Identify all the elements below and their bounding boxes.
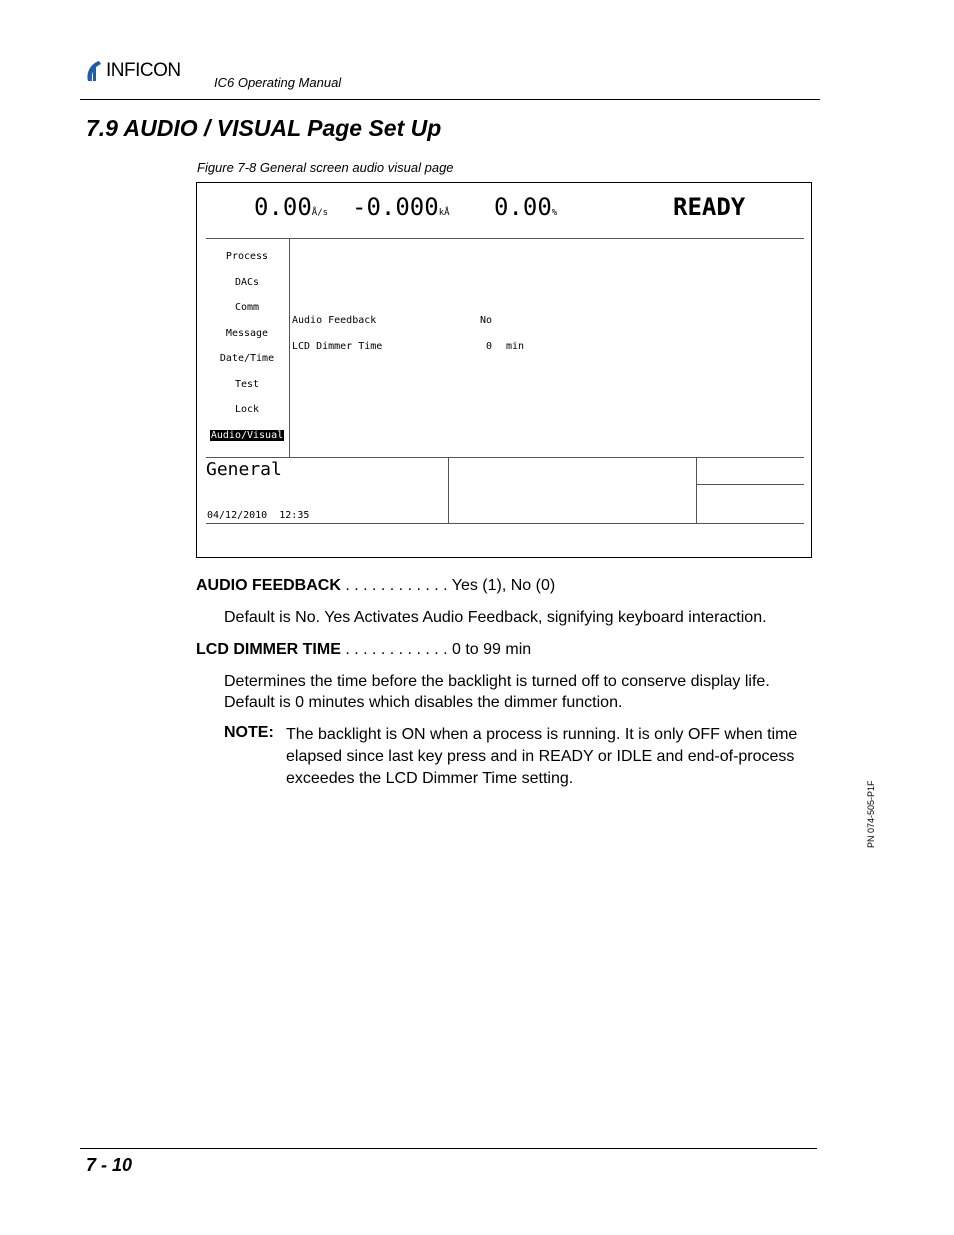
audio-feedback-entry	[196, 575, 555, 596]
status-subdivider	[697, 484, 804, 485]
power-unit: %	[551, 208, 558, 218]
lcd-dimmer-label: LCD DIMMER TIME	[196, 641, 341, 658]
page-number: 7 - 10	[86, 1155, 133, 1175]
screen-footer-divider	[206, 523, 804, 524]
param-lcd-dimmer-label: LCD Dimmer Time	[292, 341, 383, 352]
screen-date: 04/12/2010	[207, 510, 268, 521]
thickness-readout	[352, 193, 450, 221]
param-lcd-dimmer-value[interactable]: 0	[486, 341, 493, 352]
menu-item-process[interactable]: Process	[225, 251, 269, 262]
power-value: 0.00	[494, 193, 552, 221]
thickness-value: -0.000	[352, 193, 439, 221]
audio-feedback-dots: . . . . . . . . . . . .	[340, 577, 452, 594]
inficon-logo	[82, 58, 181, 84]
menu-divider	[289, 238, 290, 458]
note-text: The backlight is ON when a process is running. It is only OFF when time elapsed since last key press and in READY or IDLE and end-of-process exceedes the LCD Dimmer Time setting.	[286, 726, 798, 787]
audio-feedback-description: Default is No. Yes Activates Audio Feedback, signifying keyboard interaction.	[224, 609, 767, 626]
status-divider-2	[696, 458, 697, 524]
logo-text: INFICON	[106, 60, 181, 81]
lcd-dimmer-range: 0 to 99 min	[452, 641, 532, 658]
menu-item-audio-visual[interactable]: Audio/Visual	[210, 430, 284, 441]
manual-title: IC6 Operating Manual	[214, 75, 342, 90]
rate-value: 0.00	[254, 193, 312, 221]
menu-item-message[interactable]: Message	[225, 328, 269, 339]
section-title: 7.9 AUDIO / VISUAL Page Set Up	[86, 115, 442, 141]
screen-top-divider	[206, 238, 804, 239]
screen-time: 12:35	[279, 510, 310, 521]
figure-caption: Figure 7-8 General screen audio visual page	[197, 160, 454, 175]
lcd-dimmer-entry	[196, 639, 531, 660]
lcd-dimmer-description-1: Determines the time before the backlight is turned off to conserve display life.	[224, 673, 770, 690]
menu-item-test[interactable]: Test	[234, 379, 260, 390]
menu-item-dacs[interactable]: DACs	[234, 277, 260, 288]
footer-divider	[80, 1148, 817, 1149]
screen-bottom-divider	[206, 457, 804, 458]
menu-item-date-time[interactable]: Date/Time	[219, 353, 275, 364]
page-name: General	[206, 459, 282, 480]
inficon-logo-icon	[82, 59, 104, 83]
audio-feedback-label: AUDIO FEEDBACK	[196, 577, 341, 594]
param-audio-feedback-value[interactable]: No	[480, 315, 493, 326]
note-label: NOTE:	[224, 724, 274, 741]
power-readout	[494, 193, 557, 221]
thickness-unit: kÅ	[438, 208, 450, 218]
param-audio-feedback-label: Audio Feedback	[292, 315, 377, 326]
menu-item-lock[interactable]: Lock	[234, 404, 260, 415]
param-lcd-dimmer-unit: min	[506, 341, 525, 352]
header-divider	[80, 99, 820, 100]
rate-readout	[254, 193, 328, 221]
part-number: PN 074-505-P1F	[866, 780, 876, 848]
status-divider-1	[448, 458, 449, 524]
rate-unit: Å/s	[311, 208, 329, 218]
process-status: READY	[673, 193, 746, 221]
lcd-dimmer-description-2: Default is 0 minutes which disables the dimmer function.	[224, 694, 623, 711]
menu-item-comm[interactable]: Comm	[234, 302, 260, 313]
lcd-dimmer-dots: . . . . . . . . . . . .	[340, 641, 453, 658]
audio-feedback-range: Yes (1), No (0)	[451, 577, 556, 594]
screen-datetime	[207, 510, 309, 521]
